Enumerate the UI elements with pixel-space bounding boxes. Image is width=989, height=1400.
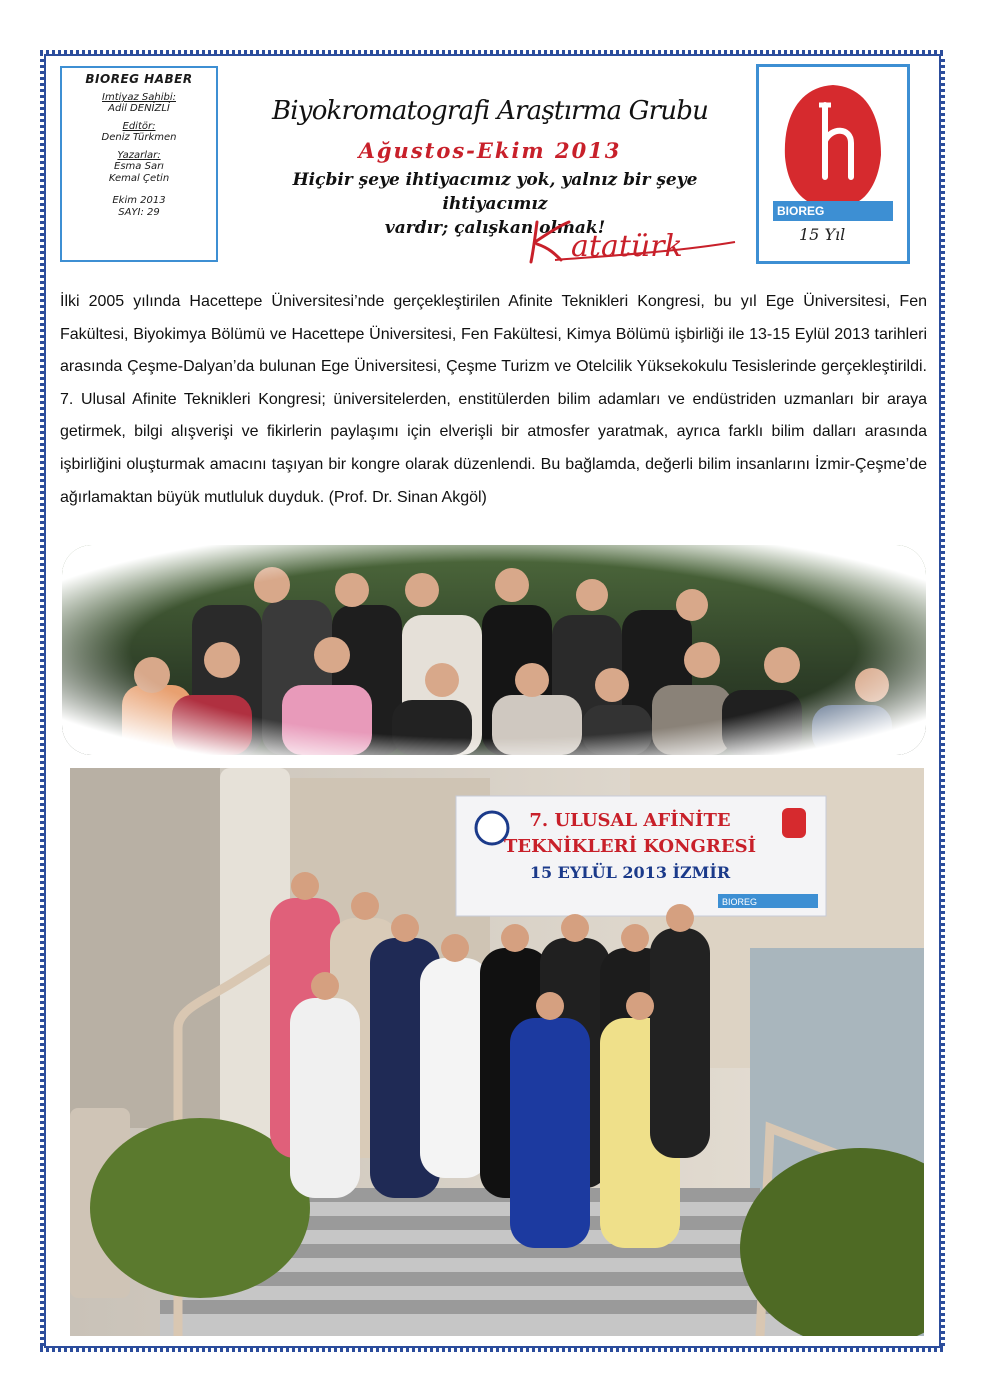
bioreg-logo: [756, 64, 910, 264]
svg-text:atatürk: atatürk: [571, 229, 683, 264]
newsletter-name: BIOREG HABER: [85, 72, 193, 86]
group-photo-1: [62, 545, 926, 755]
authors-label: Yazarlar:: [117, 150, 161, 161]
issue-number: SAYI: 29: [118, 207, 160, 218]
issue-date: Ekim 2013: [112, 195, 166, 206]
banner-line-2: TEKNİKLERİ KONGRESİ: [503, 836, 757, 857]
masthead-info-box: [60, 66, 218, 262]
quote-line-2: vardır; çalışkan olmak!: [384, 218, 606, 238]
ataturk-signature: [525, 212, 745, 268]
owner-label: Imtiyaz Sahibi:: [102, 92, 176, 103]
page-title: Biyokromatografi Araştırma Grubu: [271, 96, 709, 126]
owner-name: Adil DENİZLİ: [108, 103, 170, 114]
editor-label: Editör:: [122, 121, 156, 132]
group-photo-2: [70, 768, 924, 1336]
logo-wordmark: BIOREG: [773, 201, 893, 221]
quote-line-1: Hiçbir şeye ihtiyacımız yok, yalnız bir şeye ihtiyacımız: [292, 170, 698, 214]
banner-line-3: 15 EYLÜL 2013 İZMİR: [529, 863, 731, 882]
article-paragraph: İlki 2005 yılında Hacettepe Üniversitesi’nde gerçekleştirilen Afinite Teknikleri Kongresi, bu yıl Ege Üniversitesi, Fen Fakültesi, Biyokimya Bölümü ve Hacettepe Üniversitesi, Fen Fakültesi, Kimya Bölümü işbirliği ile 13-15 Eylül 2013 tarihleri arasında Çeşme-Dalyan’da bulunan Ege Üniversitesi, Çeşme Turizm ve Otelcilik Yüksekokulu Tesislerinde gerçekleştirildi. 7. Ulusal Afinite Teknikleri Kongresi; üniversitelerden, enstitülerden bilim adamları ve endüstriden uzmanları bir araya getirmek, bilgi alışverişi ve fikirlerin paylaşımı için elverişli bir atmosfer yaratmak, ayrıca farklı bilim dalları arasında işbirliğini oluşturmak amacını taşıyan bir kongre olarak düzenlendi. Bu bağlamda, değerli bilim insanlarını İzmir-Çeşme’de ağırlamaktan büyük mutluluk duyduk. (Prof. Dr. Sinan Akgöl): [60, 293, 927, 506]
author-name: Kemal Çetin: [108, 173, 170, 184]
anniversary-years: 15 Yıl: [799, 225, 846, 244]
banner-footer: BIOREG: [722, 897, 758, 907]
editor-name: Deniz Türkmen: [101, 132, 177, 143]
issue-period: Ağustos-Ekim 2013: [358, 138, 622, 163]
author-name: Esma Sarı: [114, 161, 164, 172]
banner-line-1: 7. ULUSAL AFİNİTE: [529, 810, 731, 831]
